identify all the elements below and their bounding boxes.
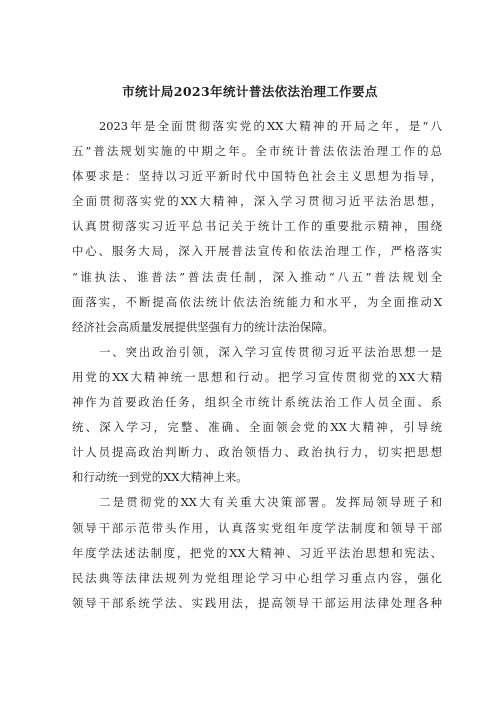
paragraph-3 (72, 490, 442, 615)
text-line: 经济社会高质量发展提供坚强有力的统计法治保障。 (72, 319, 334, 334)
text-line: 全面贯彻落实党的XX大精神，深入学习贯彻习近平法治思想， (72, 194, 442, 209)
text-line: 认真贯彻落实习近平总书记关于统计工作的重要批示精神，围绕 (72, 219, 442, 234)
paragraph-1 (72, 114, 442, 340)
document-title: 市统计局2023年统计普法依法治理工作要点 (122, 84, 378, 99)
text-line: 年度学法述法制度，把党的XX大精神、习近平法治思想和宪法、 (72, 545, 442, 560)
text-line: 统、深入学习，完整、准确、全面领会党的XX大精神，引导统 (72, 420, 442, 435)
text-line: 领导干部示范带头作用，认真落实党组年度学法制度和领导干部 (72, 520, 442, 535)
text-line: 2023年是全面贯彻落实党的XX大精神的开局之年，是“八 (99, 119, 442, 133)
document-body (72, 114, 442, 616)
paragraph-2 (72, 340, 442, 491)
text-line: 计人员提高政治判断力、政治领悟力、政治执行力，切实把思想 (72, 445, 442, 460)
text-line: 中心、服务大局，深入开展普法宣传和依法治理工作，严格落实 (72, 244, 442, 259)
text-line: 五”普法规划实施的中期之年。全市统计普法依法治理工作的总 (72, 144, 442, 159)
text-line: 面落实，不断提高依法统计依法治统能力和水平，为全面推动X (72, 294, 442, 309)
text-line: 体要求是：坚持以习近平新时代中国特色社会主义思想为指导， (72, 169, 442, 184)
text-line: 民法典等法律法规列为党组理论学习中心组学习重点内容，强化 (72, 570, 442, 585)
text-line: 二是贯彻党的XX大有关重大决策部署。发挥局领导班子和 (99, 495, 442, 510)
text-line: 一、突出政治引领，深入学习宣传贯彻习近平法治思想一是 (99, 344, 442, 359)
text-line: 神作为首要政治任务，组织全市统计系统法治工作人员全面、系 (72, 395, 442, 410)
text-line: “谁执法、谁普法”普法责任制，深入推动“八五”普法规划全 (72, 269, 442, 284)
text-line: 用党的XX大精神统一思想和行动。把学习宣传贯彻党的XX大精 (72, 369, 442, 384)
text-line: 领导干部系统学法、实践用法，提高领导干部运用法律处理各种 (72, 595, 442, 610)
text-line: 和行动统一到党的XX大精神上来。 (72, 470, 248, 485)
